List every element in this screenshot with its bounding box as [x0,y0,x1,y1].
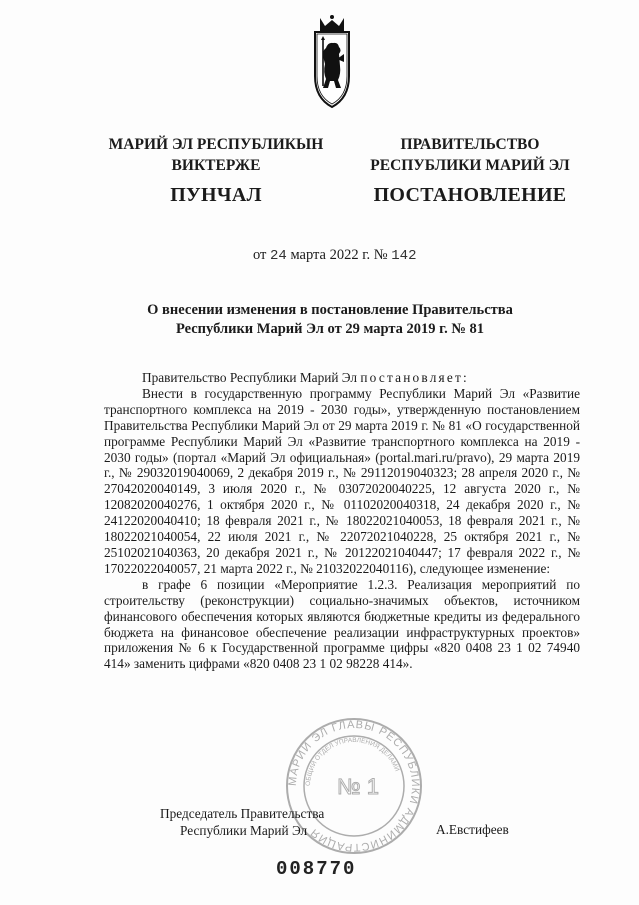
subject-line1: О внесении изменения в постановление Правительства [147,302,513,318]
document-body [104,370,580,672]
header-right-doc-type: ПОСТАНОВЛЕНИЕ [373,184,567,206]
header-right-line2: РЕСПУБЛИКИ МАРИЙ ЭЛ [370,157,570,174]
signature-title-line2: Республики Марий Эл [180,823,308,838]
header-right-line1: ПРАВИТЕЛЬСТВО [400,136,540,153]
header-right-block [350,134,590,208]
paragraph-change-detail: в графе 6 позиции «Мероприятие 1.2.3. Реализация мероприятий по строительству (реконструкции) социально-значимых объектов, источником финансового обеспечения которых являются бюджетные кредиты из федерального бюджета на финансовое обеспечение реализации инфраструктурных проектов» приложения № 6 к Государственной программе цифры «820 0408 23 1 02 74940 414» заменить цифрами «820 0408 23 1 02 98228 414». [104,576,580,672]
bear-coat-of-arms-icon [311,14,353,109]
resolution-verb: постановляет: [360,370,469,385]
resolution-intro: Правительство Республики Марий Эл [142,370,361,385]
header-left-line2: ВИКТЕРЖЕ [171,157,261,174]
signature-title-line1: Председатель Правительства [160,806,325,821]
document-number: 142 [391,248,417,264]
subject-line2: Республики Марий Эл от 29 марта 2019 г. № 81 [175,321,485,337]
date-month-year: марта 2022 г. № [290,247,388,263]
document-date-line [253,247,416,264]
seal-number: № 1 [337,774,379,799]
signatory-name: А.Евстифеев [436,822,509,837]
form-serial-number: 008770 [276,858,357,880]
header-left-line1: МАРИЙ ЭЛ РЕСПУБЛИКЫН [108,136,324,153]
header-left-block [96,134,336,208]
signature-title [160,805,324,839]
date-day: 24 [270,248,287,264]
seal-outer-text: МАРИЙ ЭЛ ГЛАВЫ РЕСПУБЛИКИ АДМИНИСТРАЦИЯ [286,718,422,854]
paragraph-amendment: Внести в государственную программу Республики Марий Эл «Развитие транспортного комплекса на 2019 - 2030 годы», утвержденную постановлением Правительства Республики Марий Эл от 29 марта 2019 г. № 81 «О государственной программе Республики Марий Эл «Развитие транспортного комплекса на 2019 - 2030 годы» (портал «Марий Эл официальная» (portal.mari.ru/pravo), 29 марта 2019 г., № 29032019040069, 2 декабря 2019 г., № 29112019040323; 28 апреля 2020 г., № 27042020040149, 3 июля 2020 г., № 03072020040225, 12 августа 2020 г., № 12082020040276, 1 октября 2020 г., № 01102020040318, 24 декабря 2020 г., № 24122020040410; 18 февраля 2021 г., № 18022021040053, 18 февраля 2021 г., № 18022021040054, 22 июля 2021 г., № 22072021040228, 25 октября 2021 г., № 25102021040363, 20 декабря 2021 г., № 20122021040447; 17 февраля 2022 г., № 17022022040057, 21 марта 2022 г., № 21032022040116), следующее изменение: [104,385,580,576]
date-prefix: от [253,247,267,263]
paragraph-resolution [104,370,580,386]
seal-inner-text: ОБЩИЙ ОТДЕЛ УПРАВЛЕНИЯ ДЕЛАМИ [304,736,401,787]
document-subject [120,301,540,339]
header-left-doc-type: ПУНЧАЛ [170,184,262,206]
